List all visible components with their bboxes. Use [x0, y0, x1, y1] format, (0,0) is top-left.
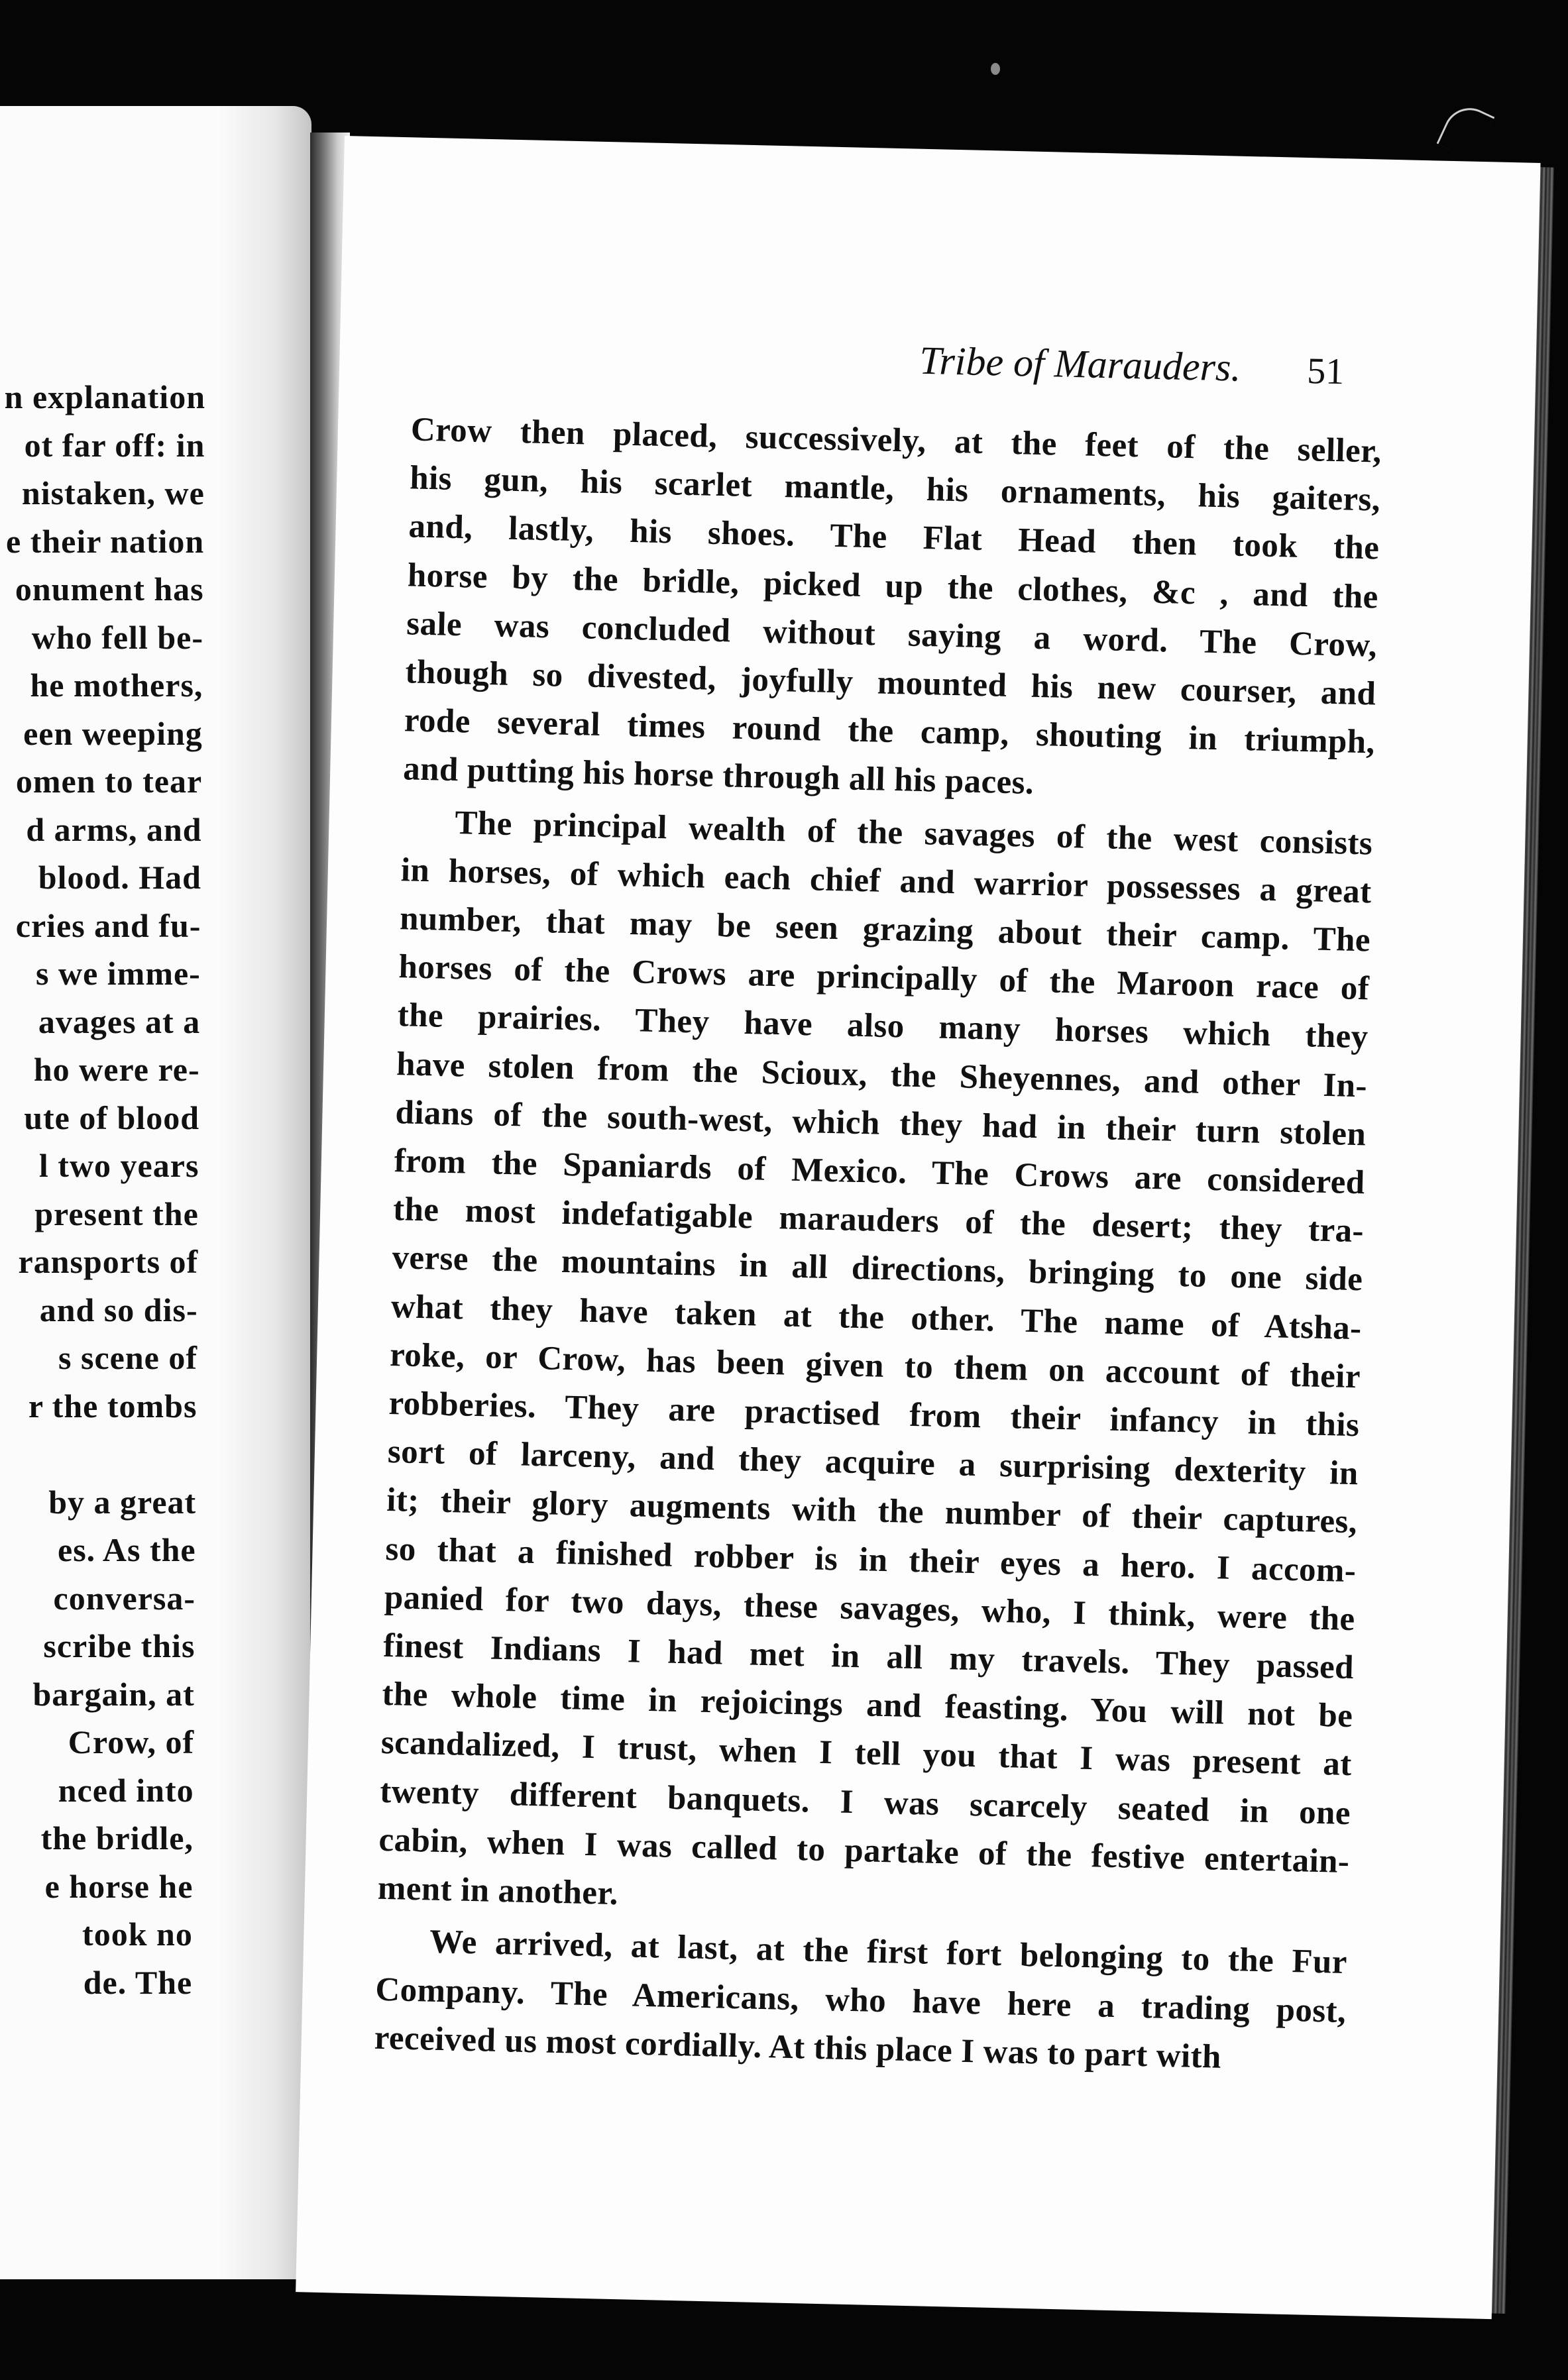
left-page-line: avages at a [38, 1002, 201, 1040]
left-page-line: ute of blood [24, 1099, 199, 1136]
text-line: horse by the bridle, picked up the clothes, &c , and the [407, 556, 1379, 616]
left-page-line: nced into [58, 1771, 194, 1809]
dust-speck [991, 63, 1000, 75]
text-line: number, that may be seen grazing about their camp. The [399, 900, 1371, 959]
text-line: twenty different banquets. I was scarcely seated in one [379, 1772, 1351, 1832]
text-line: The principal wealth of the savages of the west consists [454, 804, 1373, 863]
text-line: what they have taken at the other. The name of Atsha- [390, 1287, 1363, 1347]
text-line: scandalized, I trust, when I tell you that I was present at [380, 1724, 1353, 1784]
body-text [374, 406, 1382, 2084]
left-page-line: s we imme- [36, 955, 201, 992]
text-line: Crow then placed, successively, at the feet of the seller, [410, 411, 1382, 470]
left-page-line: r the tombs [28, 1387, 197, 1425]
left-page-line: n explanation [4, 378, 205, 415]
left-page-line: conversa- [53, 1579, 196, 1617]
left-page-line: present the [34, 1195, 199, 1232]
text-line: Company. The Americans, who have here a trading post, [374, 1971, 1347, 2030]
left-page-line: scribe this [43, 1627, 196, 1664]
right-page [296, 136, 1540, 2319]
text-line: rode several times round the camp, shouting in triumph, [404, 702, 1376, 761]
text-line: though so divested, joyfully mounted his new courser, and [405, 653, 1376, 713]
text-line: We arrived, at last, at the first fort belonging to the Fur [429, 1923, 1348, 1982]
text-line: the most indefatigable marauders of the desert; they tra- [392, 1191, 1365, 1250]
text-line: in horses, of which each chief and warrior possesses a great [400, 851, 1372, 911]
left-page-line: cries and fu- [15, 906, 201, 944]
left-page-line: onument has [15, 570, 204, 608]
left-page-line: nistaken, we [21, 474, 205, 512]
text-line: his gun, his scarlet mantle, his ornaments, his gaiters, [409, 459, 1381, 519]
running-head: Tribe of Marauders. [919, 338, 1242, 390]
left-page-line: and so dis- [39, 1291, 198, 1328]
left-gutter-shadow [219, 106, 311, 2279]
left-page-line: blood. Had [38, 859, 201, 896]
text-line: robberies. They are practised from their infancy in this [388, 1385, 1360, 1444]
text-line: it; their glory augments with the number of their captures, [386, 1482, 1358, 1541]
left-page-line: ransports of [18, 1243, 199, 1280]
text-line: from the Spaniards of Mexico. The Crows are considered [394, 1142, 1366, 1202]
paragraph [374, 1917, 1348, 2084]
text-line: verse the mountains in all directions, bringing to one side [391, 1239, 1363, 1299]
left-page-line: who fell be- [31, 618, 203, 656]
left-page-line: e horse he [44, 1867, 194, 1905]
text-line: so that a finished robber is in their eyes a hero. I accom- [384, 1530, 1357, 1590]
left-page-line: he mothers, [30, 667, 203, 704]
left-page-line: d arms, and [26, 810, 202, 848]
text-line: horses of the Crows are principally of the Maroon race of [398, 948, 1370, 1008]
left-page-line: the bridle, [40, 1819, 194, 1857]
paragraph [402, 406, 1382, 816]
left-page-line: de. The [83, 1963, 193, 2001]
left-page-line: took no [82, 1916, 193, 1953]
text-line: the prairies. They have also many horses which they [397, 997, 1369, 1056]
page-corner-mark [1437, 99, 1495, 161]
left-page-line: es. As the [58, 1531, 196, 1568]
text-line: finest Indians I had met in all my travels. They passed [382, 1627, 1355, 1687]
text-line: the whole time in rejoicings and feasting. You will not be [382, 1676, 1353, 1735]
left-page-line: l two years [38, 1147, 199, 1184]
text-line: dians of the south-west, which they had in their turn stolen [394, 1093, 1367, 1154]
left-page-line: bargain, at [32, 1675, 195, 1713]
text-line: sale was concluded without saying a word. The Crow, [406, 605, 1378, 665]
page-number: 51 [1306, 351, 1345, 393]
text-line: have stolen from the Scioux, the Sheyennes, and other In- [396, 1045, 1368, 1105]
left-page-line: omen to tear [15, 763, 203, 800]
paragraph [377, 798, 1373, 1935]
text-line: received us most cordially. At this place I was to part with [374, 2019, 1222, 2076]
text-line: and, lastly, his shoes. The Flat Head then took the [408, 508, 1380, 567]
left-page-line: Crow, of [68, 1723, 195, 1760]
text-line: ment in another. [377, 1869, 619, 1913]
left-page-line: een weeping [23, 714, 203, 752]
text-line: panied for two days, these savages, who, I think, were the [384, 1578, 1356, 1639]
left-page-line: e their nation [6, 522, 205, 560]
text-line: roke, or Crow, has been given to them on account of their [389, 1336, 1361, 1396]
text-line: and putting his horse through all his paces. [402, 750, 1035, 802]
left-page-line: ho were re- [33, 1051, 200, 1088]
text-line: cabin, when I was called to partake of the festive entertain- [378, 1821, 1350, 1880]
text-line: sort of larceny, and they acquire a surprising dexterity in [387, 1433, 1359, 1493]
left-page-line: s scene of [58, 1339, 197, 1376]
left-page-line: by a great [48, 1483, 197, 1521]
left-page-line: ot far off: in [24, 426, 205, 464]
left-page [0, 106, 311, 2279]
